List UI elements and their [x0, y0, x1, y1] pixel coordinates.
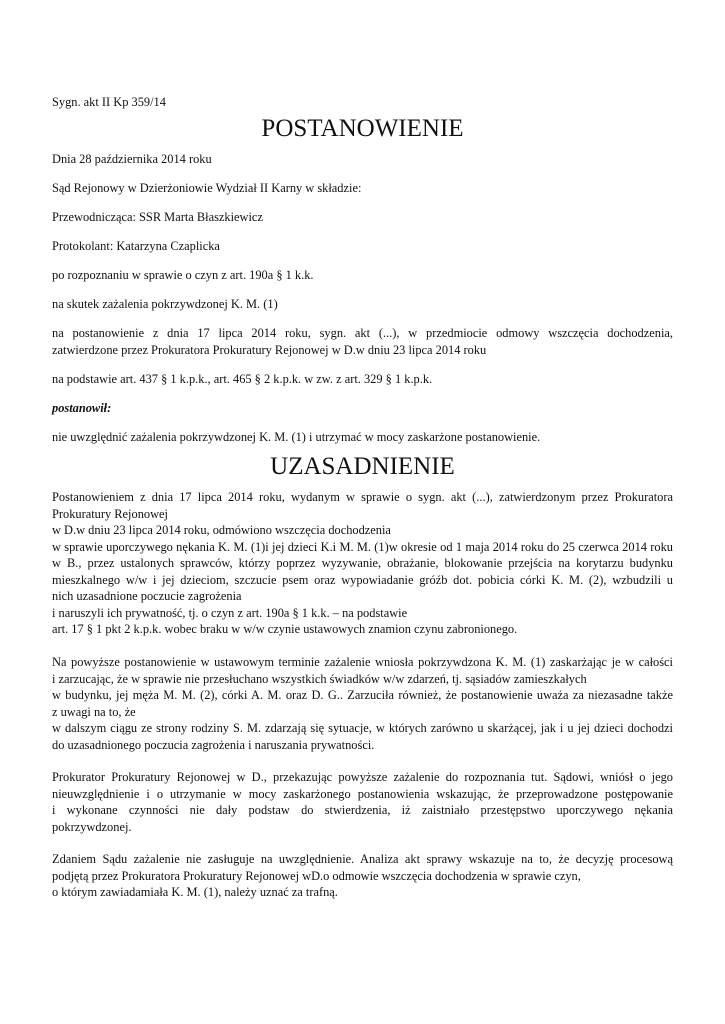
clerk-line: Protokolant: Katarzyna Czaplicka — [52, 239, 220, 253]
paragraph-line: pokrzywdzonej. — [52, 819, 132, 834]
paragraph-line: zatwierdzone przez Prokuratora Prokuratury Rejonowej w D.w dniu 23 lipca 2014 roku — [52, 342, 487, 357]
paragraph-line: nieuwzględnienie i o utrzymanie w mocy zaskarżonego postanowienia wskazując, że przeprowadzone postępowanie — [52, 786, 673, 801]
paragraph-line: i wykonane czynności nie dały podstaw do stwierdzenia, iż zaistniało przestępstwo uporczywego nękania — [52, 803, 673, 817]
paragraph-line: w budynku, jej męża M. M. (2), córki A. M. oraz D. G.. Zarzuciła również, że postanowienie uważa za niezasadne także — [52, 688, 673, 702]
paragraph-line: i naruszyli ich prywatność, tj. o czyn z art. 190a § 1 k.k. – na podstawie — [52, 605, 408, 620]
reasons-paragraph-4 — [52, 851, 673, 901]
paragraph-line: podjętą przez Prokuratora Prokuratury Rejonowej wD.o odmowie wszczęcia dochodzenia w sprawie czyn, — [52, 868, 581, 883]
justification-title: UZASADNIENIE — [270, 453, 455, 480]
ruling-line: nie uwzględnić zażalenia pokrzywdzonej K. M. (1) i utrzymać w mocy zaskarżone postanowienie. — [52, 430, 541, 444]
paragraph-line: w sprawie uporczywego nękania K. M. (1)i jej dzieci K.i M. M. (1)w okresie od 1 maja 2014 roku do 25 czerwca 2014 roku — [52, 539, 673, 554]
paragraph-line: art. 17 § 1 pkt 2 k.p.k. wobec braku w w/w czynie ustawowych znamion czynu zabronionego. — [52, 622, 518, 636]
paragraph-line: na postanowienie z dnia 17 lipca 2014 roku, sygn. akt (...), w przedmiocie odmowy wszczęcia dochodzenia, — [52, 326, 673, 340]
court-line: Sąd Rejonowy w Dzierżoniowie Wydział II Karny w składzie: — [52, 181, 362, 195]
paragraph-line: Postanowieniem z dnia 17 lipca 2014 roku, wydanym w sprawie o sygn. akt (...), zatwierdzonym przez Prokuratora — [52, 490, 673, 504]
paragraph-line: mieszkalnego w/w i jej dzieciom, szczucie psem oraz wypowiadanie gróźb dot. pobicia córki K. M. (2), wzbudzili u — [52, 572, 673, 587]
paragraph-line: Zdaniem Sądu zażalenie nie zasługuje na uwzględnienie. Analiza akt sprawy wskazuje na to, że decyzję procesową — [52, 852, 673, 866]
paragraph-line: w B., przez ustalonych sprawców, którzy poprzez wyzywanie, obrażanie, blokowanie przejścia na korytarzu budynku — [52, 556, 673, 570]
paragraph-line: i zarzucając, że w sprawie nie przesłuchano wszystkich świadków w/w zdarzeń, tj. sąsiadów zamieszkałych — [52, 671, 587, 686]
paragraph-line: Na powyższe postanowienie w ustawowym terminie zażalenie wniosła pokrzywdzona K. M. (1) zaskarżając je w całości — [52, 655, 673, 669]
paragraph-line: Prokurator Prokuratury Rejonowej w D., przekazując powyższe zażalenie do rozpoznania tut. Sądowi, wniósł o jego — [52, 770, 673, 784]
chair-line: Przewodnicząca: SSR Marta Błaszkiewicz — [52, 210, 263, 224]
reasons-paragraph-2 — [52, 654, 673, 753]
paragraph-line: o którym zawiadamiała K. M. (1), należy uznać za trafną. — [52, 885, 338, 899]
paragraph-line: z uwagi na to, że — [52, 704, 136, 719]
ruled-heading: postanowił: — [52, 401, 112, 415]
date-line: Dnia 28 października 2014 roku — [52, 152, 212, 166]
complaint-line: na skutek zażalenia pokrzywdzonej K. M. (1) — [52, 297, 278, 311]
paragraph-line: do uzasadnionego poczucia zagrożenia i naruszania prywatności. — [52, 737, 375, 752]
paragraph-line: w D.w dniu 23 lipca 2014 roku, odmówiono wszczęcia dochodzenia — [52, 523, 391, 537]
decision-paragraph — [52, 325, 673, 358]
case-line: po rozpoznaniu w sprawie o czyn z art. 190a § 1 k.k. — [52, 268, 314, 282]
legal-basis-line: na podstawie art. 437 § 1 k.p.k., art. 465 § 2 k.p.k. w zw. z art. 329 § 1 k.p.k. — [52, 372, 433, 386]
reasons-paragraph-3 — [52, 769, 673, 835]
reasons-paragraph-1 — [52, 489, 673, 638]
paragraph-line: Prokuratury Rejonowej — [52, 506, 168, 521]
document-title: POSTANOWIENIE — [261, 115, 464, 142]
paragraph-line: w dalszym ciągu ze strony rodziny S. M. zdarzają się sytuacje, w których zarówno u skarżącej, jak i u jej dzieci dochodzi — [52, 721, 673, 735]
paragraph-line: nich uzasadnione poczucie zagrożenia — [52, 589, 242, 603]
case-signature: Sygn. akt II Kp 359/14 — [52, 95, 166, 109]
